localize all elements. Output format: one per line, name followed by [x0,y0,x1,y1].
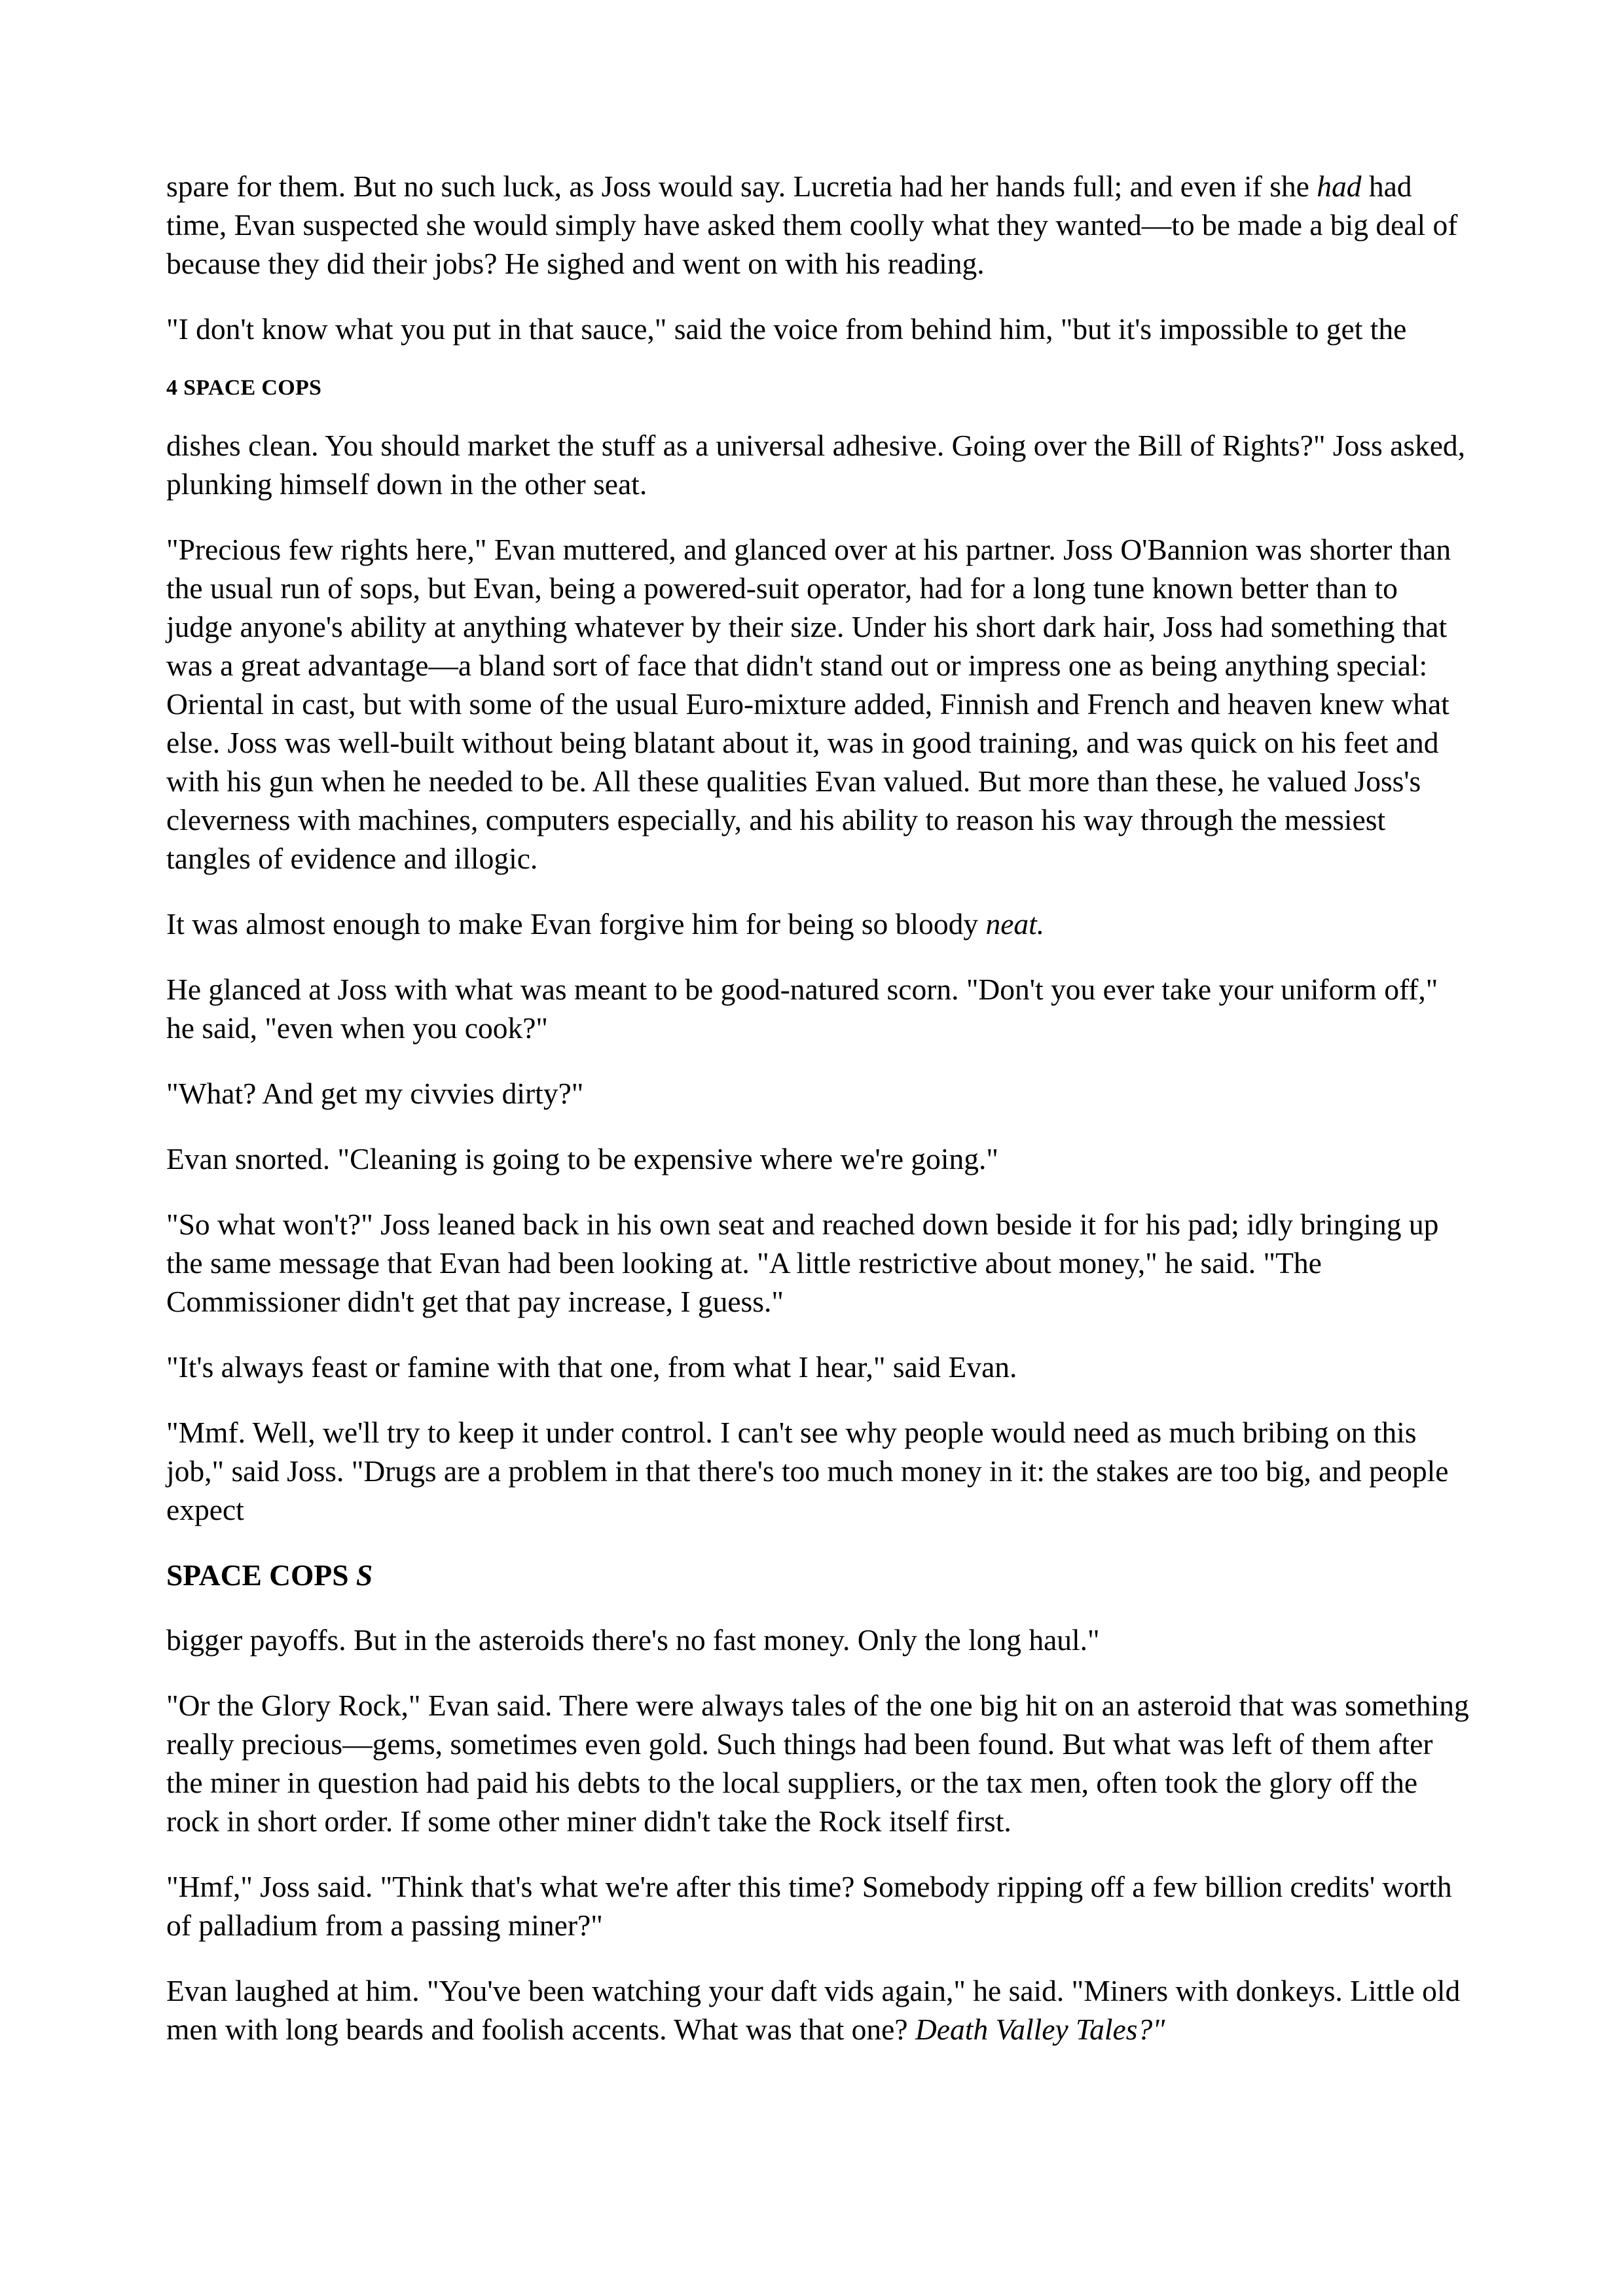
paragraph: "Or the Glory Rock," Evan said. There were always tales of the one big hit on an asteroid that was something really precious—gems, sometimes even gold. Such things had been found. But what was left of them after the miner in question had paid his debts to the local suppliers, or the tax men, often took the glory off the rock in short order. If some other miner didn't take the Rock itself first. [166,1689,1469,1838]
emphasis: had [1317,170,1362,203]
paragraph: Evan laughed at him. "You've been watching your daft vids again," he said. "Miners with donkeys. Little old men with long beards and foolish accents. What was that one? Death Valley Tales?" [166,1974,1461,2046]
paragraph: "What? And get my civvies dirty?" [166,1077,584,1110]
emphasis: Death Valley Tales?" [915,2013,1165,2046]
paragraph: bigger payoffs. But in the asteroids there's no fast money. Only the long haul." [166,1623,1100,1657]
paragraph: "Hmf," Joss said. "Think that's what we're after this time? Somebody ripping off a few billion credits' worth of palladium from a passing miner?" [166,1870,1452,1942]
paragraph: "I don't know what you put in that sauce," said the voice from behind him, "but it's impossible to get the [166,312,1407,346]
paragraph: He glanced at Joss with what was meant to be good-natured scorn. "Don't you ever take your uniform off," he said, "even when you cook?" [166,973,1438,1045]
document-page [166,167,1469,2075]
running-header: SPACE COPS S [166,1558,373,1592]
paragraph: It was almost enough to make Evan forgive him for being so bloody neat. [166,907,1045,941]
paragraph: "Mmf. Well, we'll try to keep it under control. I can't see why people would need as much bribing on this job," said Joss. "Drugs are a problem in that there's too much money in it: the stakes are too big, and people expect [166,1416,1449,1526]
paragraph: dishes clean. You should market the stuff as a universal adhesive. Going over the Bill of Rights?" Joss asked, plunking himself down in the other seat. [166,429,1466,501]
paragraph: "It's always feast or famine with that one, from what I hear," said Evan. [166,1350,1017,1384]
running-header: 4 SPACE COPS [166,376,322,400]
paragraph: Evan snorted. "Cleaning is going to be expensive where we're going." [166,1142,999,1175]
paragraph: "Precious few rights here," Evan muttered, and glanced over at his partner. Joss O'Bannion was shorter than the usual run of sops, but Evan, being a powered-suit operator, had for a long tune known better than to judge anyone's ability at anything whatever by their size. Under his short dark hair, Joss had something that was a great advantage—a bland sort of face that didn't stand out or impress one as being anything special: Oriental in cast, but with some of the usual Euro-mixture added, Finnish and French and heaven knew what else. Joss was well-built without being blatant about it, was in good training, and was quick on his feet and with his gun when he needed to be. All these qualities Evan valued. But more than these, he valued Joss's cleverness with machines, computers especially, and his ability to reason his way through the messiest tangles of evidence and illogic. [166,533,1451,875]
paragraph: spare for them. But no such luck, as Joss would say. Lucretia had her hands full; and even if she had had time, Evan suspected she would simply have asked them coolly what they wanted—to be made a big deal of because they did their jobs? He sighed and went on with his reading. [166,170,1458,280]
paragraph: "So what won't?" Joss leaned back in his own seat and reached down beside it for his pad; idly bringing up the same message that Evan had been looking at. "A little restrictive about money," he said. "The Commissioner didn't get that pay increase, I guess." [166,1208,1439,1318]
emphasis: neat. [985,907,1045,941]
